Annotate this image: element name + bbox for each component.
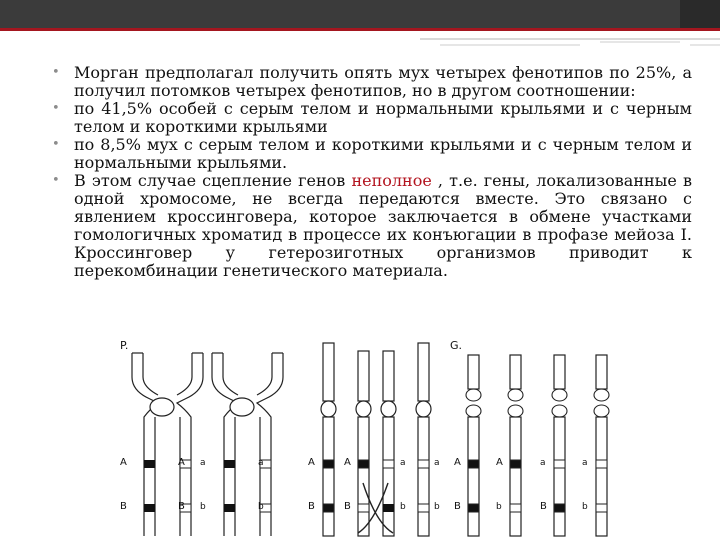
gene-label-dominant: B xyxy=(454,501,461,512)
decor-stripe-2 xyxy=(440,44,580,46)
gene-band-a xyxy=(383,460,394,468)
centromere xyxy=(466,389,481,401)
decor-stripe-4 xyxy=(690,44,720,46)
gene-band-b xyxy=(468,504,479,512)
gene-label-dominant: B xyxy=(178,501,185,512)
bullet-item xyxy=(52,136,692,172)
chromatid-arm xyxy=(510,417,521,536)
homolog-outline xyxy=(143,353,158,395)
gene-band-a xyxy=(468,460,479,468)
gene-band-b xyxy=(510,504,521,512)
gene-band-a xyxy=(144,460,155,468)
gene-label-recessive: a xyxy=(400,458,406,468)
slide-body xyxy=(52,64,692,280)
centromere xyxy=(466,405,481,417)
chromatid-arm xyxy=(596,417,607,536)
gene-band-a xyxy=(596,460,607,468)
chromatid-arm xyxy=(510,355,521,389)
bullet-text: Морган предполагал получить опять мух четырех фенотипов по 25%, а получил потомков четырех фенотипов, но в другом соотношении: xyxy=(74,63,692,100)
gene-band-a xyxy=(418,460,429,468)
bullet-text: по 8,5% мух с серым телом и короткими крыльями и с черным телом и нормальными крыльями. xyxy=(74,135,692,172)
bullet-text: В этом случае сцепление генов xyxy=(74,171,352,190)
slide-top-bar xyxy=(0,0,720,28)
bullet-text: по 41,5% особей с серым телом и нормальными крыльями и с черным телом и короткими крыльями xyxy=(74,99,692,136)
chromatid-arm xyxy=(418,343,429,401)
chromosome-diagram xyxy=(118,333,708,538)
gene-label-dominant: B xyxy=(540,501,547,512)
gene-label-recessive: a xyxy=(540,458,546,468)
gene-label-recessive: a xyxy=(582,458,588,468)
gene-label-recessive: b xyxy=(496,502,502,512)
centromere xyxy=(150,398,174,416)
gene-band-a xyxy=(554,460,565,468)
chromatid-arm xyxy=(554,417,565,536)
gene-band-b xyxy=(383,504,394,512)
gene-label-dominant: A xyxy=(178,457,185,468)
chromatid-arm xyxy=(554,355,565,389)
chromatid-arm xyxy=(323,417,334,536)
gene-label-dominant: A xyxy=(496,457,503,468)
bullet-icon: • xyxy=(52,101,60,116)
gene-band-b xyxy=(418,504,429,512)
chromatid-arm xyxy=(468,355,479,389)
top-accent-line xyxy=(0,28,720,31)
gene-label-dominant: A xyxy=(308,457,315,468)
centromere xyxy=(508,405,523,417)
gene-band-b xyxy=(224,504,235,512)
top-bar-accent xyxy=(680,0,720,28)
centromere xyxy=(594,405,609,417)
centromere xyxy=(230,398,254,416)
bullet-item xyxy=(52,172,692,280)
crossing-over-figure xyxy=(118,333,708,538)
centromere xyxy=(416,401,431,417)
gene-label-recessive: a xyxy=(434,458,440,468)
gene-band-b xyxy=(596,504,607,512)
chromatid-arm xyxy=(383,417,394,536)
centromere xyxy=(594,389,609,401)
chromatid-arm xyxy=(358,351,369,401)
gene-band-b xyxy=(144,504,155,512)
gene-label-recessive: b xyxy=(582,502,588,512)
gene-band-a xyxy=(224,460,235,468)
centromere xyxy=(508,389,523,401)
gene-label-recessive: b xyxy=(200,502,206,512)
gene-label-dominant: A xyxy=(344,457,351,468)
gene-label-recessive: b xyxy=(258,502,264,512)
highlighted-term: неполное xyxy=(351,171,432,190)
gene-band-a xyxy=(323,460,334,468)
gene-label-recessive: a xyxy=(200,458,206,468)
bullet-item xyxy=(52,100,692,136)
gene-label-dominant: B xyxy=(344,501,351,512)
gene-label-recessive: b xyxy=(400,502,406,512)
gene-band-b xyxy=(554,504,565,512)
gene-label-dominant: A xyxy=(120,457,127,468)
gene-band-a xyxy=(358,460,369,468)
centromere xyxy=(356,401,371,417)
label-parents: P. xyxy=(120,339,129,352)
gene-band-b xyxy=(358,504,369,512)
centromere xyxy=(552,389,567,401)
chromatid-arm xyxy=(418,417,429,536)
chromatid-arm xyxy=(358,417,369,536)
bullet-icon: • xyxy=(52,173,60,188)
homolog-outline xyxy=(223,353,238,395)
bullet-icon: • xyxy=(52,137,60,152)
centromere xyxy=(321,401,336,417)
gene-label-recessive: a xyxy=(258,458,264,468)
gene-band-b xyxy=(323,504,334,512)
label-gametes: G. xyxy=(450,339,463,352)
centromere xyxy=(552,405,567,417)
decor-stripe-3 xyxy=(600,41,680,43)
homolog-outline xyxy=(177,353,192,395)
chromatid-arm xyxy=(468,417,479,536)
bullet-item xyxy=(52,64,692,100)
gene-label-recessive: b xyxy=(434,502,440,512)
decor-stripe-1 xyxy=(420,38,720,40)
centromere xyxy=(381,401,396,417)
chromatid-arm xyxy=(323,343,334,401)
chromatid-arm xyxy=(596,355,607,389)
homolog-outline xyxy=(257,353,272,395)
chromatid-arm xyxy=(383,351,394,401)
bullet-icon: • xyxy=(52,65,60,80)
gene-label-dominant: A xyxy=(454,457,461,468)
bullet-text: , т.е. гены, локализованные в одной хромосоме, не всегда передаются вместе. Это связано с явлением кроссинговера, которое заключается в обмене участками гомологичных хроматид в процессе их конъюгации в профазе мейоза I. Кроссинговер у гетерозиготных организмов приводит к перекомбинации генетического материала. xyxy=(74,171,693,280)
gene-band-a xyxy=(510,460,521,468)
gene-label-dominant: B xyxy=(308,501,315,512)
gene-label-dominant: B xyxy=(120,501,127,512)
